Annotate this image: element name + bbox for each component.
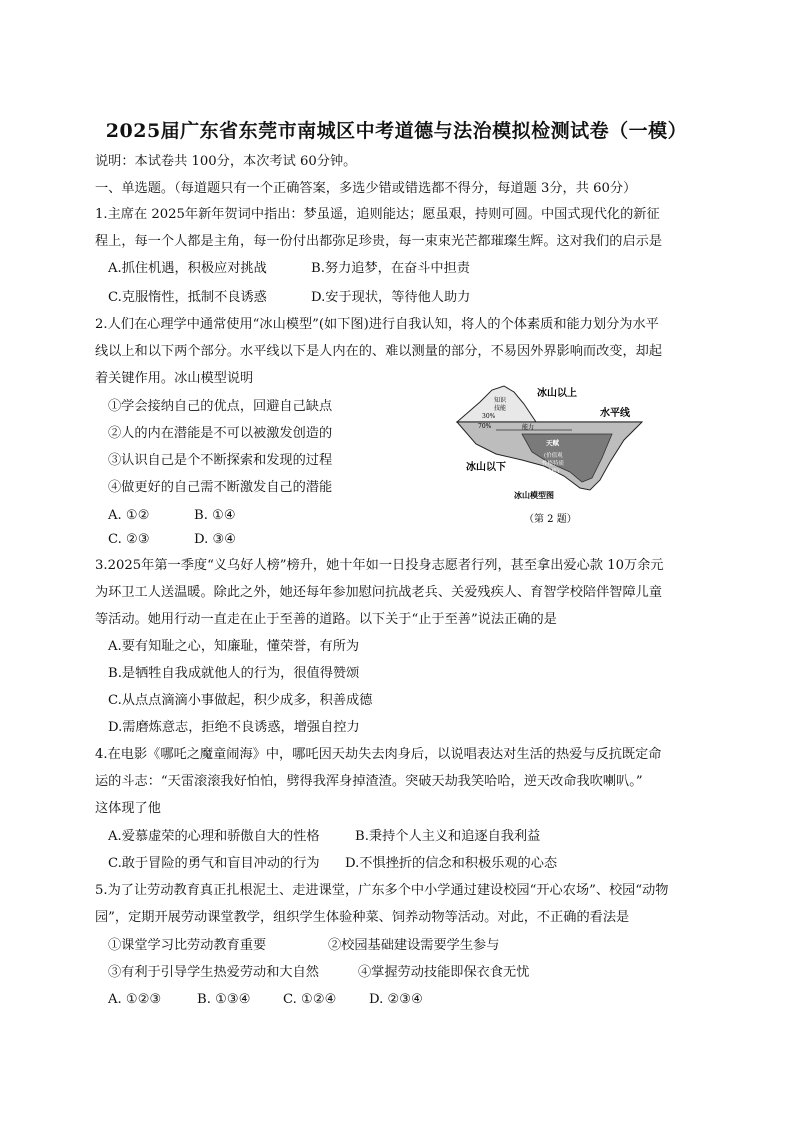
q3-line-3: 等活动。她用行动一直走在止于至善的道路。以下关于“止于至善”说法正确的是: [95, 612, 557, 627]
iceberg-tip: [457, 386, 536, 422]
q3-line-2: 为环卫工人送温暖。除此之外，她还每年参加慰问抗战老兵、关爱残疾人、育智学校陪伴智障儿童: [95, 585, 663, 600]
q2-line-1: 2.人们在心理学中通常使用“冰山模型”(如下图)进行自我认知，将人的个体素质和能力划分为水平: [95, 317, 659, 332]
exam-intro: 说明：本试卷共 100分，本次考试 60分钟。: [95, 154, 357, 169]
q1-line-1: 1.主席在 2025年新年贺词中指出：梦虽遥，追则能达；愿虽艰，持则可圆。中国式现代化的新征: [95, 207, 660, 222]
q4-option-a: A.爱慕虚荣的心理和骄傲自大的性格: [108, 829, 320, 844]
q2-option-d: D. ③④: [194, 532, 237, 547]
q2-line-2: 线以上和以下两个部分。水平线以下是人内在的、难以测量的部分，不易因外界影响而改变，却起: [95, 344, 663, 359]
section-heading: 一、单选题。（每道题只有一个正确答案，多选少错或错选都不得分，每道题 3分，共 60分）: [95, 181, 637, 196]
page-title: 2025届广东省东莞市南城区中考道德与法治模拟检测试卷（一模）: [105, 120, 688, 142]
q5-statement-3: ③有利于引导学生热爱劳动和大自然: [108, 965, 319, 980]
q2-option-c: C. ②③: [108, 532, 150, 547]
fig-label-above: 冰山以上: [537, 388, 577, 399]
q4-line-1: 4.在电影《哪吒之魔童闹海》中，哪吒因天劫失去肉身后，以说唱表达对生活的热爱与反抗既定命: [95, 747, 662, 762]
q3-option-c: C.从点点滴滴小事做起，积少成多，积善成德: [108, 693, 373, 708]
q5-statement-2: ②校园基础建设需要学生参与: [328, 938, 500, 953]
fig-label-talent: 天赋: [546, 439, 559, 447]
q3-option-d: D.需磨炼意志，拒绝不良诱惑，增强自控力: [108, 720, 360, 735]
fig-caption: 冰山模型图: [514, 490, 554, 500]
q4-line-2: 运的斗志：“天雷滚滚我好怕怕，劈得我浑身掉渣渣。突破天劫我笑哈哈，逆天改命我吹喇叭。”: [95, 774, 643, 789]
q2-option-b: B. ①④: [194, 508, 236, 523]
q1-option-a: A.抓住机遇，积极应对挑战: [108, 261, 267, 276]
q2-statement-1: ①学会接纳自己的优点，回避自己缺点: [108, 399, 333, 414]
q5-line-1: 5.为了让劳动教育真正扎根泥土、走进课堂，广东多个中小学通过建设校园“开心农场”、校园“动物: [95, 883, 669, 898]
q2-line-3: 着关键作用。冰山模型说明: [95, 371, 254, 386]
fig-label-30: 30%: [482, 413, 496, 420]
q1-option-d: D.安于现状，等待他人助力: [311, 290, 471, 305]
q5-statement-4: ④掌握劳动技能即保衣食无忧: [358, 965, 530, 980]
q5-option-c: C. ①②④: [283, 992, 337, 1007]
q5-statement-1: ①课堂学习比劳动教育重要: [108, 938, 267, 953]
q2-statement-3: ③认识自己是个不断探索和发现的过程: [108, 453, 333, 468]
fig-label-ability: 能力: [522, 424, 535, 431]
q5-option-a: A. ①②③: [108, 992, 162, 1007]
q3-line-1: 3.2025年第一季度“义乌好人榜”榜升，她十年如一日投身志愿者行列，甚至拿出爱心款 10万余元: [95, 558, 664, 573]
fig-label-skill: 技能: [494, 405, 507, 412]
q2-statement-4: ④做更好的自己需不断激发自己的潜能: [108, 480, 333, 495]
fig-label-knowledge: 知识: [494, 397, 507, 404]
q2-option-a: A. ①②: [108, 508, 150, 523]
q5-line-2: 园”，定期开展劳动课堂教学，组织学生体验种菜、饲养动物等活动。对此，不正确的看法是: [95, 910, 630, 925]
q4-option-d: D.不惧挫折的信念和积极乐观的心态: [345, 856, 558, 871]
q2-statement-2: ②人的内在潜能是不可以被激发创造的: [108, 426, 333, 441]
fig-label-values-3: 动机): [546, 469, 560, 475]
iceberg-figure: [452, 382, 652, 527]
q3-option-b: B.是牺牲自我成就他人的行为，很值得赞颂: [108, 666, 360, 681]
q4-line-3: 这体现了他: [95, 801, 161, 816]
q4-option-c: C.敢于冒险的勇气和盲目冲动的行为: [108, 856, 320, 871]
fig-label-values-2: 性格特质: [542, 461, 565, 467]
fig-label-waterline: 水平线: [600, 408, 630, 419]
fig-label-70: 70%: [478, 423, 492, 430]
q1-option-c: C.克服惰性，抵制不良诱惑: [108, 290, 267, 305]
q1-line-2: 程上，每一个人都是主角，每一份付出都弥足珍贵，每一束束光芒都璀璨生辉。这对我们的启示是: [95, 234, 663, 249]
q4-option-b: B.秉持个人主义和追逐自我利益: [355, 829, 541, 844]
fig-label-values-1: (价值观: [544, 453, 563, 459]
fig-label-below: 冰山以下: [466, 462, 506, 473]
q3-option-a: A.要有知耻之心，知廉耻，懂荣誉，有所为: [108, 639, 360, 654]
q5-option-d: D. ②③④: [369, 992, 423, 1007]
fig-number: （第 2 题）: [524, 514, 577, 525]
q1-option-b: B.努力追梦，在奋斗中担责: [311, 261, 470, 276]
q5-option-b: B. ①③④: [197, 992, 251, 1007]
